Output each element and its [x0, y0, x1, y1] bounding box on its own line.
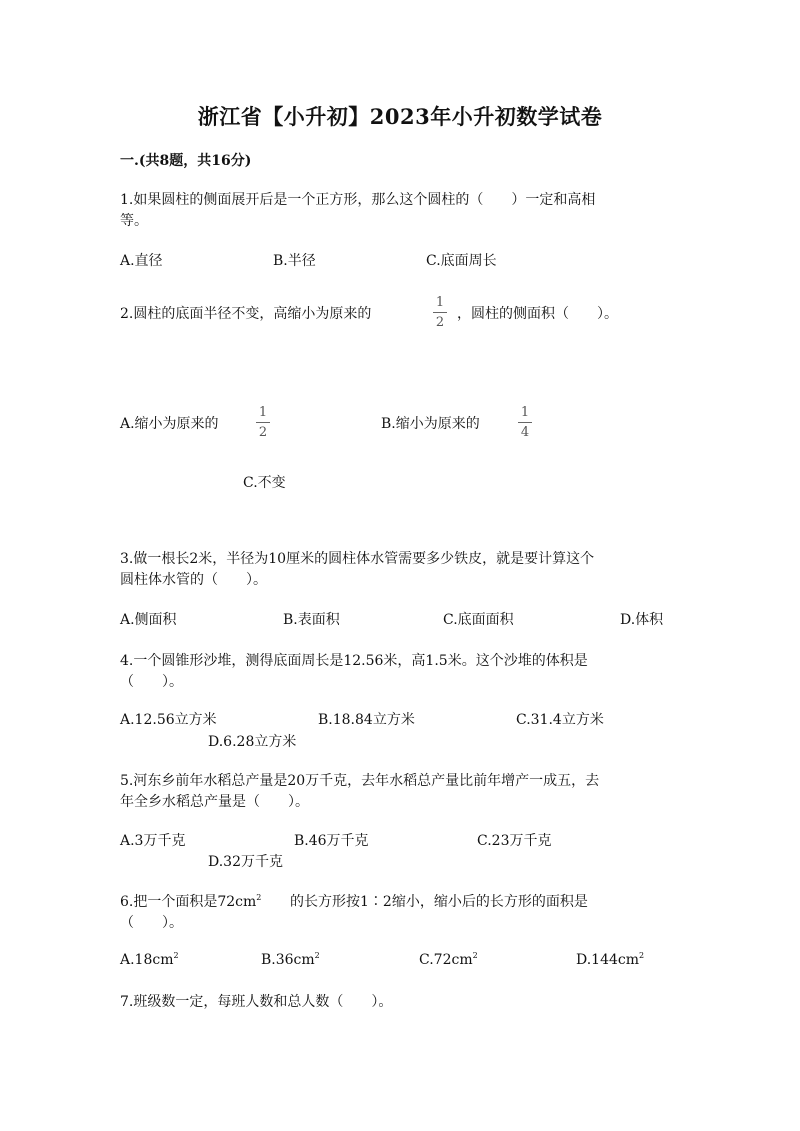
question-text-continued: （ ）。: [120, 674, 183, 690]
superscript: 2: [472, 951, 478, 960]
fraction-numerator: 1: [258, 405, 268, 420]
question-text-continued: 的长方形按1∶2缩小，缩小后的长方形的面积是: [290, 894, 588, 910]
option-d: D.32万千克: [208, 854, 283, 870]
fraction-numerator: 1: [520, 405, 530, 420]
option-a: A.3万千克: [120, 833, 186, 849]
fraction: [433, 295, 447, 330]
option-b: B.半径: [273, 253, 316, 269]
fraction-bar: [433, 312, 447, 313]
fraction: [256, 405, 270, 440]
question-text-continued: 等。: [120, 213, 148, 229]
option-c: [419, 951, 478, 968]
superscript: 2: [256, 893, 262, 902]
option-a: A.12.56立方米: [120, 712, 217, 728]
fraction-denominator: 2: [435, 315, 445, 330]
question-text-continued: 圆柱体水管的（ ）。: [120, 572, 267, 588]
fraction-bar: [256, 422, 270, 423]
option-text: D.144cm: [576, 952, 640, 968]
option-text: B.36cm: [261, 952, 315, 968]
option-b: B.18.84立方米: [318, 712, 415, 728]
question-text: 4.一个圆锥形沙堆，测得底面周长是12.56米，高1.5米。这个沙堆的体积是: [120, 653, 588, 669]
superscript: 2: [173, 951, 179, 960]
option-b: B.46万千克: [294, 833, 369, 849]
question-text-line2: （ ）。: [120, 915, 183, 931]
option-a: A.缩小为原来的: [120, 416, 219, 432]
option-a: A.直径: [120, 253, 163, 269]
option-text: C.72cm: [419, 952, 473, 968]
question-text-continued: ，圆柱的侧面积（ ）。: [457, 306, 618, 322]
page-title: 浙江省【小升初】2023年小升初数学试卷: [197, 104, 603, 129]
question-text: 7.班级数一定，每班人数和总人数（ ）。: [120, 994, 393, 1010]
fraction-bar: [518, 422, 532, 423]
fraction-numerator: 1: [435, 295, 445, 310]
section-header: 一.(共8题，共16分): [120, 153, 252, 169]
option-b: [261, 951, 320, 968]
question-text: 1.如果圆柱的侧面展开后是一个正方形，那么这个圆柱的（ ）一定和高相: [120, 192, 596, 208]
superscript: 2: [639, 951, 645, 960]
option-d: D.6.28立方米: [208, 734, 297, 750]
option-d: D.体积: [620, 612, 664, 628]
question-text: 2.圆柱的底面半径不变，高缩小为原来的: [120, 306, 372, 322]
fraction: [518, 405, 532, 440]
option-text: A.18cm: [120, 952, 174, 968]
option-c: C.底面面积: [443, 612, 514, 628]
option-d: [576, 951, 644, 968]
option-c: C.31.4立方米: [516, 712, 604, 728]
option-a: A.侧面积: [120, 612, 177, 628]
question-text: 5.河东乡前年水稻总产量是20万千克，去年水稻总产量比前年增产一成五，去: [120, 773, 600, 789]
option-c: C.底面周长: [426, 253, 497, 269]
option-a: [120, 951, 179, 968]
superscript: 2: [314, 951, 320, 960]
option-c: C.23万千克: [477, 833, 552, 849]
option-c: C.不变: [243, 475, 286, 491]
question-text: [120, 891, 261, 911]
fraction-denominator: 4: [520, 425, 530, 440]
option-b: B.表面积: [283, 612, 340, 628]
fraction-denominator: 2: [258, 425, 268, 440]
option-b: B.缩小为原来的: [381, 416, 480, 432]
question-text-continued: 年全乡水稻总产量是（ ）。: [120, 794, 309, 810]
question-text: 3.做一根长2米，半径为10厘米的圆柱体水管需要多少铁皮，就是要计算这个: [120, 551, 595, 567]
question-text-part: 6.把一个面积是72cm: [120, 894, 257, 910]
